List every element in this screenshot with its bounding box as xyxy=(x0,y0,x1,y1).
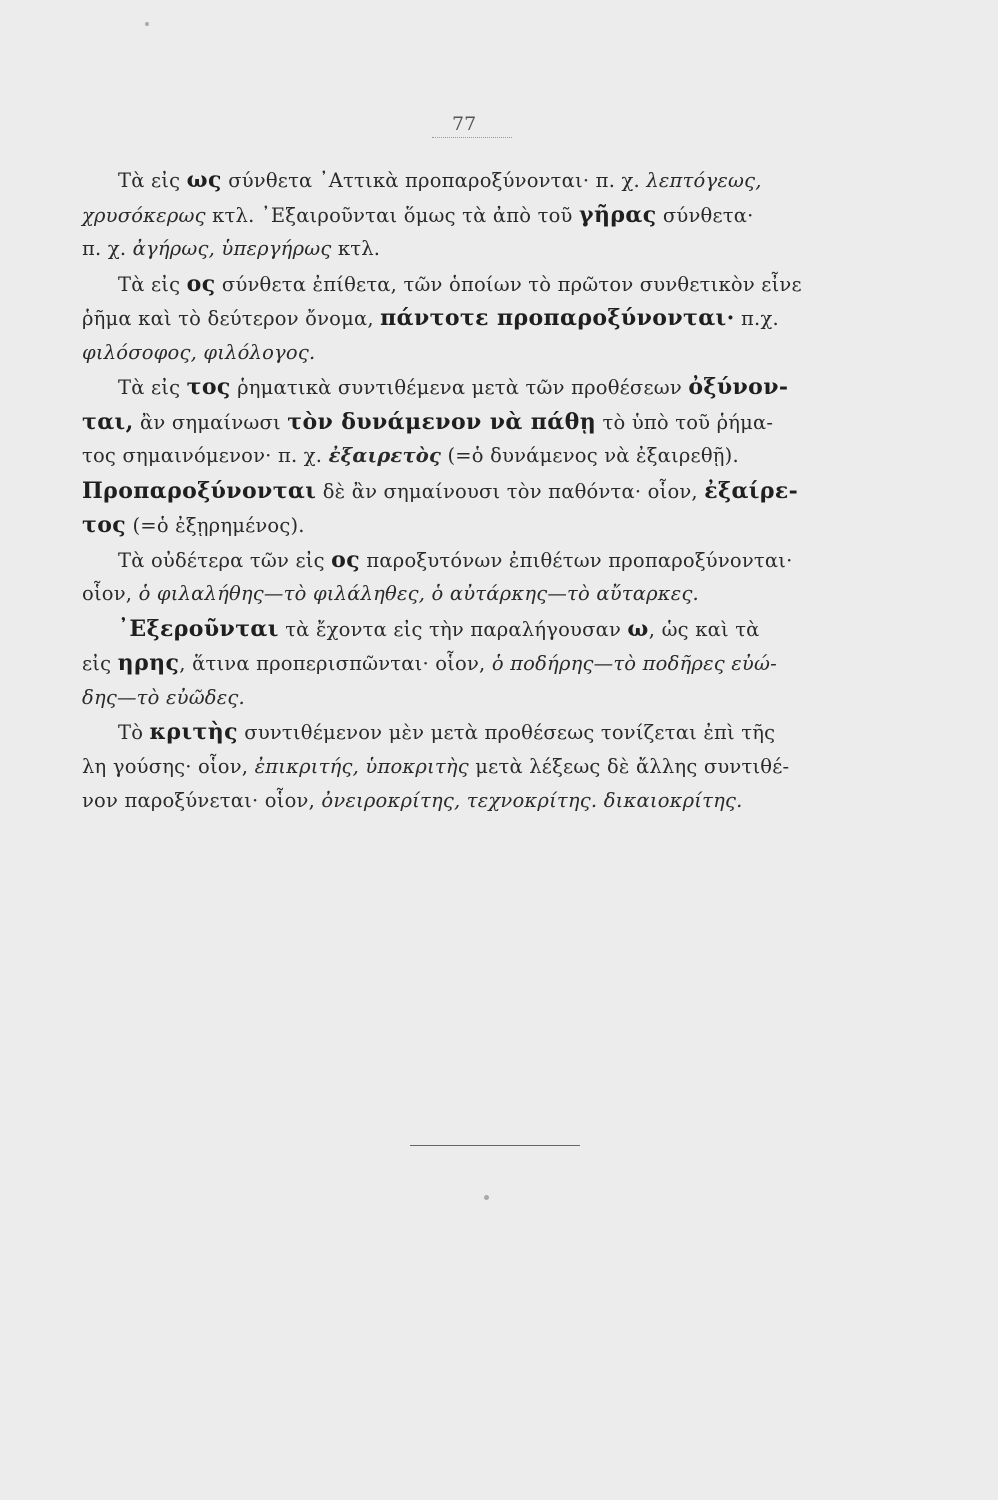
text-line xyxy=(82,474,882,509)
bold-term: τος xyxy=(186,374,231,400)
speck xyxy=(484,1195,489,1200)
text-run: τὸ ὑπὸ τοῦ ῥήμα- xyxy=(596,410,774,434)
text-line xyxy=(82,301,882,336)
text-run: οἷον, xyxy=(82,582,139,605)
italic-example: ὁ φιλαλήθης—τὸ φιλάληθες, ὁ αὐτάρκης—τὸ αὔταρκες. xyxy=(138,582,699,605)
italic-example: φιλόσοφος, φιλόλογος. xyxy=(82,340,316,364)
text-run: ἂν σημαίνωσι xyxy=(133,410,288,434)
text-run: σύνθετα ᾿Αττικὰ προπαροξύνονται· π. χ. xyxy=(221,169,647,192)
bold-term: Προπαροξύνονται xyxy=(82,477,317,504)
text-run: Τὸ xyxy=(118,721,150,744)
text-run: δὲ ἂν σημαίνουσι τὸν παθόντα· οἷον, xyxy=(316,479,705,503)
bold-term: κριτὴς xyxy=(149,719,238,745)
text-run: , ἅτινα προπερισπῶνται· οἷον, xyxy=(179,652,492,675)
text-run: συντιθέμενον μὲν μετὰ προθέσεως τονίζεται ἐπὶ τῆς xyxy=(237,721,776,744)
text-line xyxy=(118,370,882,405)
text-run: παροξυτόνων ἐπιθέτων προπαροξύνονται· xyxy=(360,548,793,572)
text-run: σύνθετα· xyxy=(656,203,754,227)
bold-term: ω xyxy=(627,615,649,642)
bold-term: ᾿Εξεροῦνται xyxy=(118,615,279,642)
bold-term: ἐξαίρε- xyxy=(704,477,799,504)
text-line xyxy=(82,646,882,681)
text-line xyxy=(118,612,882,647)
text-run: τὰ ἔχοντα εἰς τὴν παραλήγουσαν xyxy=(278,617,628,641)
text-line xyxy=(82,750,882,784)
text-run: μετὰ λέξεως δὲ ἄλλης συντιθέ- xyxy=(468,754,790,778)
italic-example: λεπτόγεως, xyxy=(646,169,762,192)
bold-term: γῆρας xyxy=(579,201,657,228)
text-run: π.χ. xyxy=(734,307,779,330)
text-run: ῥηματικὰ συντιθέμενα μετὰ τῶν προθέσεων xyxy=(230,376,689,399)
bottom-rule xyxy=(410,1145,580,1146)
bold-term: πάντοτε προπαροξύνονται· xyxy=(380,305,735,331)
bold-term: τὸν δυνάμενον νὰ πάθῃ xyxy=(287,408,597,435)
text-run: π. χ. xyxy=(82,237,133,260)
text-run: , ὡς καὶ τὰ xyxy=(648,617,760,641)
text-run: Τὰ οὐδέτερα τῶν εἰς xyxy=(118,548,332,572)
text-line xyxy=(82,508,882,543)
text-line xyxy=(82,784,882,818)
text-line xyxy=(118,267,882,302)
bold-term: ηρης xyxy=(117,650,180,676)
italic-example: ἐπικριτής, ὑποκριτὴς xyxy=(254,754,469,778)
text-run: Τὰ εἰς xyxy=(118,169,187,192)
text-run: Τὰ εἰς xyxy=(118,376,187,399)
text-run: κτλ. xyxy=(331,237,381,260)
italic-example: ὀνειροκρίτης, τεχνοκρίτης. δικαιοκρίτης. xyxy=(321,789,743,812)
bold-term: ται, xyxy=(82,408,134,435)
bold-term: ὀξύνον- xyxy=(688,374,789,400)
italic-example: ἐξαιρετὸς xyxy=(328,444,442,467)
text-run: νον παροξύνεται· οἷον, xyxy=(82,789,322,812)
italic-example: χρυσόκερως xyxy=(82,203,206,227)
bold-term: τος xyxy=(82,512,127,538)
text-line xyxy=(82,232,882,266)
text-run: τος σημαινόμενον· π. χ. xyxy=(82,444,329,467)
italic-example: ἀγήρως, ὑπεργήρως xyxy=(132,237,332,260)
text-line xyxy=(82,336,882,370)
bold-term: ος xyxy=(331,546,361,573)
italic-example: ὁ ποδήρης—τὸ ποδῆρες εὐώ- xyxy=(491,652,777,675)
bold-term: ος xyxy=(186,270,216,297)
text-run: Τὰ εἰς xyxy=(118,272,187,296)
text-run: λη γούσης· οἷον, xyxy=(82,754,255,778)
text-run: (=ὁ δυνάμενος νὰ ἐξαιρεθῇ). xyxy=(441,444,739,467)
text-run: ῥῆμα καὶ τὸ δεύτερον ὄνομα, xyxy=(82,307,381,330)
bold-term: ως xyxy=(186,167,222,193)
text-run: εἰς xyxy=(82,652,118,675)
text-line xyxy=(118,163,882,198)
text-line xyxy=(82,198,882,233)
text-line xyxy=(82,405,882,440)
text-line xyxy=(82,681,882,715)
text-line xyxy=(82,577,882,611)
page-number: 77 xyxy=(452,113,477,135)
text-line xyxy=(118,543,882,578)
text-line xyxy=(82,439,882,473)
text-line xyxy=(118,715,882,750)
text-run: σύνθετα ἐπίθετα, τῶν ὁποίων τὸ πρῶτον συνθετικὸν εἶνε xyxy=(215,272,802,296)
italic-example: δης—τὸ εὐῶδες. xyxy=(82,685,245,709)
text-run: (=ὁ ἐξῃρημένος). xyxy=(126,514,305,537)
speck xyxy=(145,22,149,26)
text-run: κτλ. ᾿Εξαιροῦνται ὅμως τὰ ἀπὸ τοῦ xyxy=(205,203,580,227)
